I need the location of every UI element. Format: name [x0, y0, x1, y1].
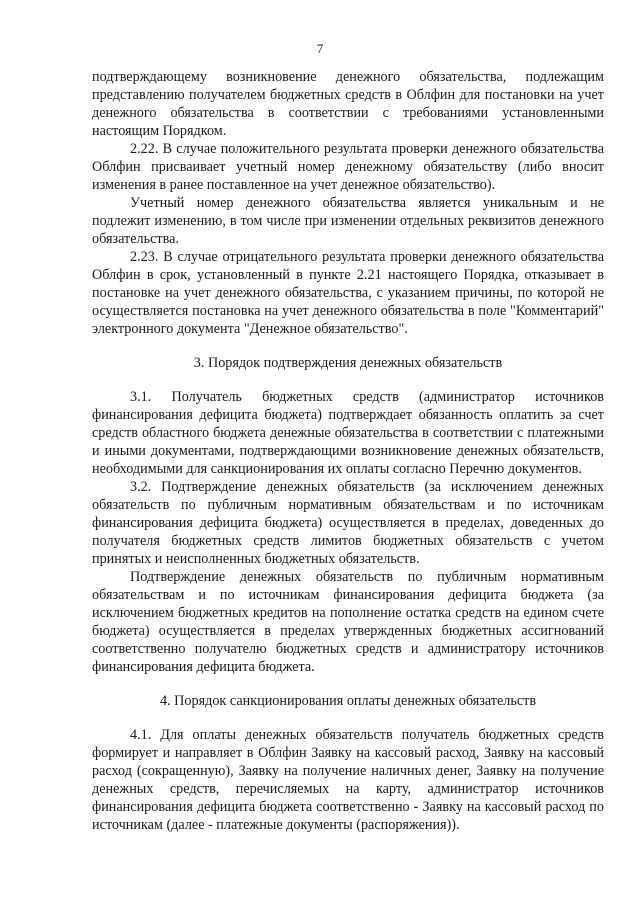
- section-4-heading: 4. Порядок санкционирования оплаты денежных обязательств: [159, 693, 537, 709]
- paragraph-2-23: 2.23. В случае отрицательного результата проверки денежного обязательства Облфин в срок, установленный в пункте 2.21 настоящего Порядка, отказывает в постановке на учет денежного обязательства, с указанием причины, по которой не осуществляется постановка на учет денежного обязательства в поле "Комментарий" электронного документа "Денежное обязательство".: [92, 249, 604, 337]
- paragraph-2-22: 2.22. В случае положительного результата проверки денежного обязательства Облфин присваивает учетный номер денежному обязательству (либо вносит изменения в ранее поставленное на учет денежное обязательство).: [92, 141, 604, 193]
- section-3-heading: 3. Порядок подтверждения денежных обязательств: [193, 355, 503, 371]
- paragraph-continuation: подтверждающему возникновение денежного обязательства, подлежащим представлению получателем бюджетных средств в Облфин для постановки на учет денежного обязательства в соответствии с требованиями установленными настоящим Порядком.: [92, 69, 604, 139]
- page-number: 7: [316, 41, 324, 56]
- paragraph-3-2: 3.2. Подтверждение денежных обязательств (за исключением денежных обязательств по публичным нормативным обязательствам и по источникам финансирования дефицита бюджета) осуществляется в пределах, доведенных до получателя бюджетных средств лимитов бюджетных обязательств с учетом принятых и неисполненных бюджетных обязательств.: [92, 479, 604, 567]
- paragraph-3-1: 3.1. Получатель бюджетных средств (администратор источников финансирования дефицита бюджета) подтверждает обязанность оплатить за счет средств областного бюджета денежные обязательства в соответствии с платежными и иными документами, подтверждающими возникновение денежных обязательств, необходимыми для санкционирования их оплаты согласно Перечню документов.: [92, 389, 604, 477]
- paragraph-public-obligations: Подтверждение денежных обязательств по публичным нормативным обязательствам и по источникам финансирования дефицита бюджета (за исключением бюджетных кредитов на пополнение остатка средств на едином счете бюджета) осуществляется в пределах утвержденных бюджетных ассигнований соответственно получателю бюджетных средств и администратору источников финансирования дефицита бюджета.: [92, 569, 604, 675]
- paragraph-4-1: 4.1. Для оплаты денежных обязательств получатель бюджетных средств формирует и направляет в Облфин Заявку на кассовый расход, Заявку на кассовый расход (сокращенную), Заявку на получение наличных денег, Заявку на получение денежных средств, перечисляемых на карту, администратор источников финансирования дефицита бюджета соответственно - Заявку на кассовый расход по источникам (далее - платежные документы (распоряжения)).: [92, 727, 604, 833]
- paragraph-accounting-number: Учетный номер денежного обязательства является уникальным и не подлежит изменению, в том числе при изменении отдельных реквизитов денежного обязательства.: [92, 195, 604, 247]
- document-body: [92, 68, 604, 834]
